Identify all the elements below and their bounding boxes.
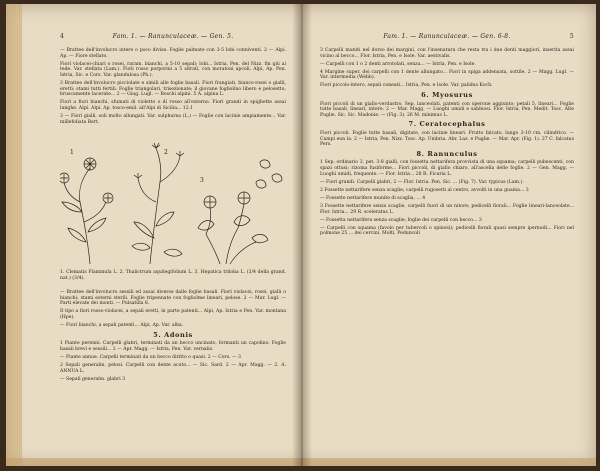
right-paragraph: Fiori piccoli di un giallo-verdastro. Sep. lanceolati, patenti con sperone aggiunto; petali 5, lineari... Foglie tutte basali, lineari, intere. 2 — Mar. Magg. — Luoghi umidi e sabbiosi. Flor. Istria, Pen. Medit. Tosc. Alte Puglie. Sic. Sic. Madonie. — (Fig. 3). 26 M. minimus L. xyxy=(320,101,574,118)
right-paragraph: — Fossette nettarifere munite di scaglia, ... 4 xyxy=(320,195,426,201)
left-paragraph: — Piante annue. Carpelli terminati da un becco diritto o quasi. 2 — Cors. — 3 xyxy=(60,354,241,360)
right-paragraph: — Fossetta nettarifera senza scaglie; foglie dei carpelli con becco... 3 xyxy=(320,217,482,223)
svg-text:3: 3 xyxy=(200,177,204,184)
right-page-number: 5 xyxy=(569,33,574,40)
svg-text:1: 1 xyxy=(70,149,74,156)
left-middle-text xyxy=(60,290,286,385)
left-paragraph: — Bratteе dell'involucro intere o poco divise. Foglie palmate con 3-5 lobi conniventi. 2 — Alpi. Ap. — Fiore stellato. xyxy=(60,48,286,59)
left-paragraph: 3 Bratteе dell'involucro picciolate e simili alle foglie basali. Fiori frangiati, bianco-rosei o gialli, eretti; stami tutti fertili. Foglie triangolari, trisezionate; il giovane fogliolino libero e pelosetto, bruscamente lacerate... 2 — Giug. Lugl. — Boschi alpini. 5 A. alpina L. xyxy=(60,80,286,98)
svg-text:2: 2 xyxy=(164,149,168,156)
left-paragraph: Il tipo a fiori rosso-violacei, a sepali eretti, in parte patenti... Alpi, Ap. Istria e Pen. Var. montana (Hpe). xyxy=(60,309,286,320)
left-page xyxy=(6,4,300,466)
section-heading: 6. Myosurus xyxy=(421,91,473,100)
right-paragraph: 3 Carpelli muniti nel dorso dei margini, con l'insenatura che resta tra i due denti maggiori, inserita assai vicino al becco... Flor. Istria, Pen. e Isole. Var. aestivalis. xyxy=(320,48,574,59)
open-book xyxy=(6,4,596,466)
figure-caption: 1. Clematis Flammula L. 2. Thalictrum aquilegifolium L. 3. Hepatica triloba L. (3/4 della grand. nat.) (3/4). xyxy=(60,270,286,281)
clematis-drawing xyxy=(60,158,113,264)
left-paragraph: — Bratteе dell'involucro sessili ed assai diverse dalle foglie basali. Fiori violacei, rosei, gialli o bianchi; stami esterni sterili. Foglie tripennate con fogliolme lineari, pelose. 2 — Mar. Lugl. — Parti elevate dei monti. — Pulsatilla 8. xyxy=(60,290,286,307)
right-paragraph: — Fiori grandi. Carpelli glabri, 2 — Flor. Istria. Pen. Sic. ... (Fig. 7). Var. typicus (Lam.). xyxy=(320,179,524,185)
section-heading: 5. Adonis xyxy=(153,330,193,339)
section-heading: 7. Ceratocephalus xyxy=(408,120,486,129)
left-paragraph: Fiori a fiori bianchi, sfumati di violetto o di rosso all'esterno. Fiori grandi in spighette assai lunghe. Alpi. Alpi. Ap. tosco-emil. all'Alpi di Sicilia... 12.1 xyxy=(60,100,286,111)
right-page xyxy=(302,4,596,466)
botanical-illustration xyxy=(60,142,286,266)
right-running-header xyxy=(320,34,574,40)
right-paragraph: 4 Margine super. dei carpelli con 1 dente allungato... Fiori in spiga addensata, sottile. 2 — Magg. Lugl. — Var. intermedia (Webb). xyxy=(320,69,574,81)
left-page-number: 4 xyxy=(60,33,65,40)
right-paragraph: — Carpelli con squama (favolo per tubercoli o spinosi); pedicelli fiorali quasi sempre ipernudi... Fiori nel polmone 25 ... dei cercini. Molti, Peduncoli xyxy=(320,225,574,237)
section-heading: 8. Ranunculus xyxy=(416,149,478,158)
left-paragraph: 3 — Fiori gialli, soli molto allungati. Var. sulphurea (L.) — Foglie con lacinie ampiamente... Var. millefoliata Bert. xyxy=(60,113,286,125)
right-text xyxy=(320,48,574,239)
left-paragraph: — Fiori bianchi, a sepali patenti... Alpi, Ap. Var. alba. xyxy=(60,322,184,328)
left-paragraph: 2 Sepali generalm. pelosi. Carpelli con dente acuto... — Sic. Sard. 2 — Apr. Magg. — 2. A. ANNUA L. xyxy=(60,362,286,374)
right-paragraph: 2 Fossette nettarifere senza scaglie; carpelli rugosetti al centro, avvolti in una guaina... 3 xyxy=(320,187,529,193)
right-paragraph: 1 Sep. ordinario 3, pet. 3-8 gialli, con fossetta nettarifera provvista di una squama; carpelli pubescenti, con spazi ottusi; rizoma fusiforme... Fiori piccoli, di giallo chiaro, all'ascella delle foglie. 2 — Gen. Magg. — Luoghi umidi, frequente. — Flor. Istria... 28 R. Ficaria L. xyxy=(320,160,574,177)
left-paragraph: Fiori violacei-chiari o rosei, raram. bianchi, a 5-10 sepali; lobi... Istria, Pen. del Nizz. fin giù ai tede. Var. stellata (Lam.). Fioti rosso porporini a 5 sitrati, con moratoni apcoli. Alpi, Ap. Pen. Istria, Sic. e Cors. Var. glandulosa (Ph.). xyxy=(60,61,286,78)
right-paragraph: Fiori piccoli. Foglie tutte basali, digitate, con lacinie lineari. Frutto falcato, lungo 3-10 cm. cilindrico. — Campi eun la. 2 — Istria, Pen. Nizz. Tosc. Ap. Umbria. Abr. Laz. e Puglie. — Mar. Apr. (Fig. 1). 27 C. falcatus Pers. xyxy=(320,131,574,148)
thalictrum-drawing xyxy=(132,143,184,264)
left-running-head: Fam. 1. — Ranunculaceæ. — Gen. 5. xyxy=(112,33,234,40)
right-paragraph: Fiori piccolo-intero, sepali cuneati... Istria, Pen. e Isole. Var. palidus Koch. xyxy=(320,83,493,89)
right-paragraph: 3 Fossette nettarifere senza scaglie, carpelli fuori di un nitore; pedicelli fiorali... Foglie lineari-lanceolate... Flor. Istria... 29 R. sceleratus L. xyxy=(320,203,574,215)
right-running-head: Fam. 1. — Ranunculaceæ. — Gen. 6-8. xyxy=(383,33,511,40)
hepatica-drawing xyxy=(198,160,282,264)
left-top-text xyxy=(60,48,286,128)
left-paragraph: — Sepali generalm. glabri 3 xyxy=(60,376,126,382)
right-paragraph: — Carpelli con 1 o 2 denti arrotolati, senza... — Istria, Pen. e Isole. xyxy=(320,61,476,67)
left-running-header xyxy=(60,34,286,40)
left-paragraph: 1 Piante perenni. Carpelli glabri, terminati da un becco uncinato, formanti un capolino. Foglie basali brevi e sessili... 2 — Apr. Magg. — Istria, Pen. Var. vernalis. xyxy=(60,341,286,352)
